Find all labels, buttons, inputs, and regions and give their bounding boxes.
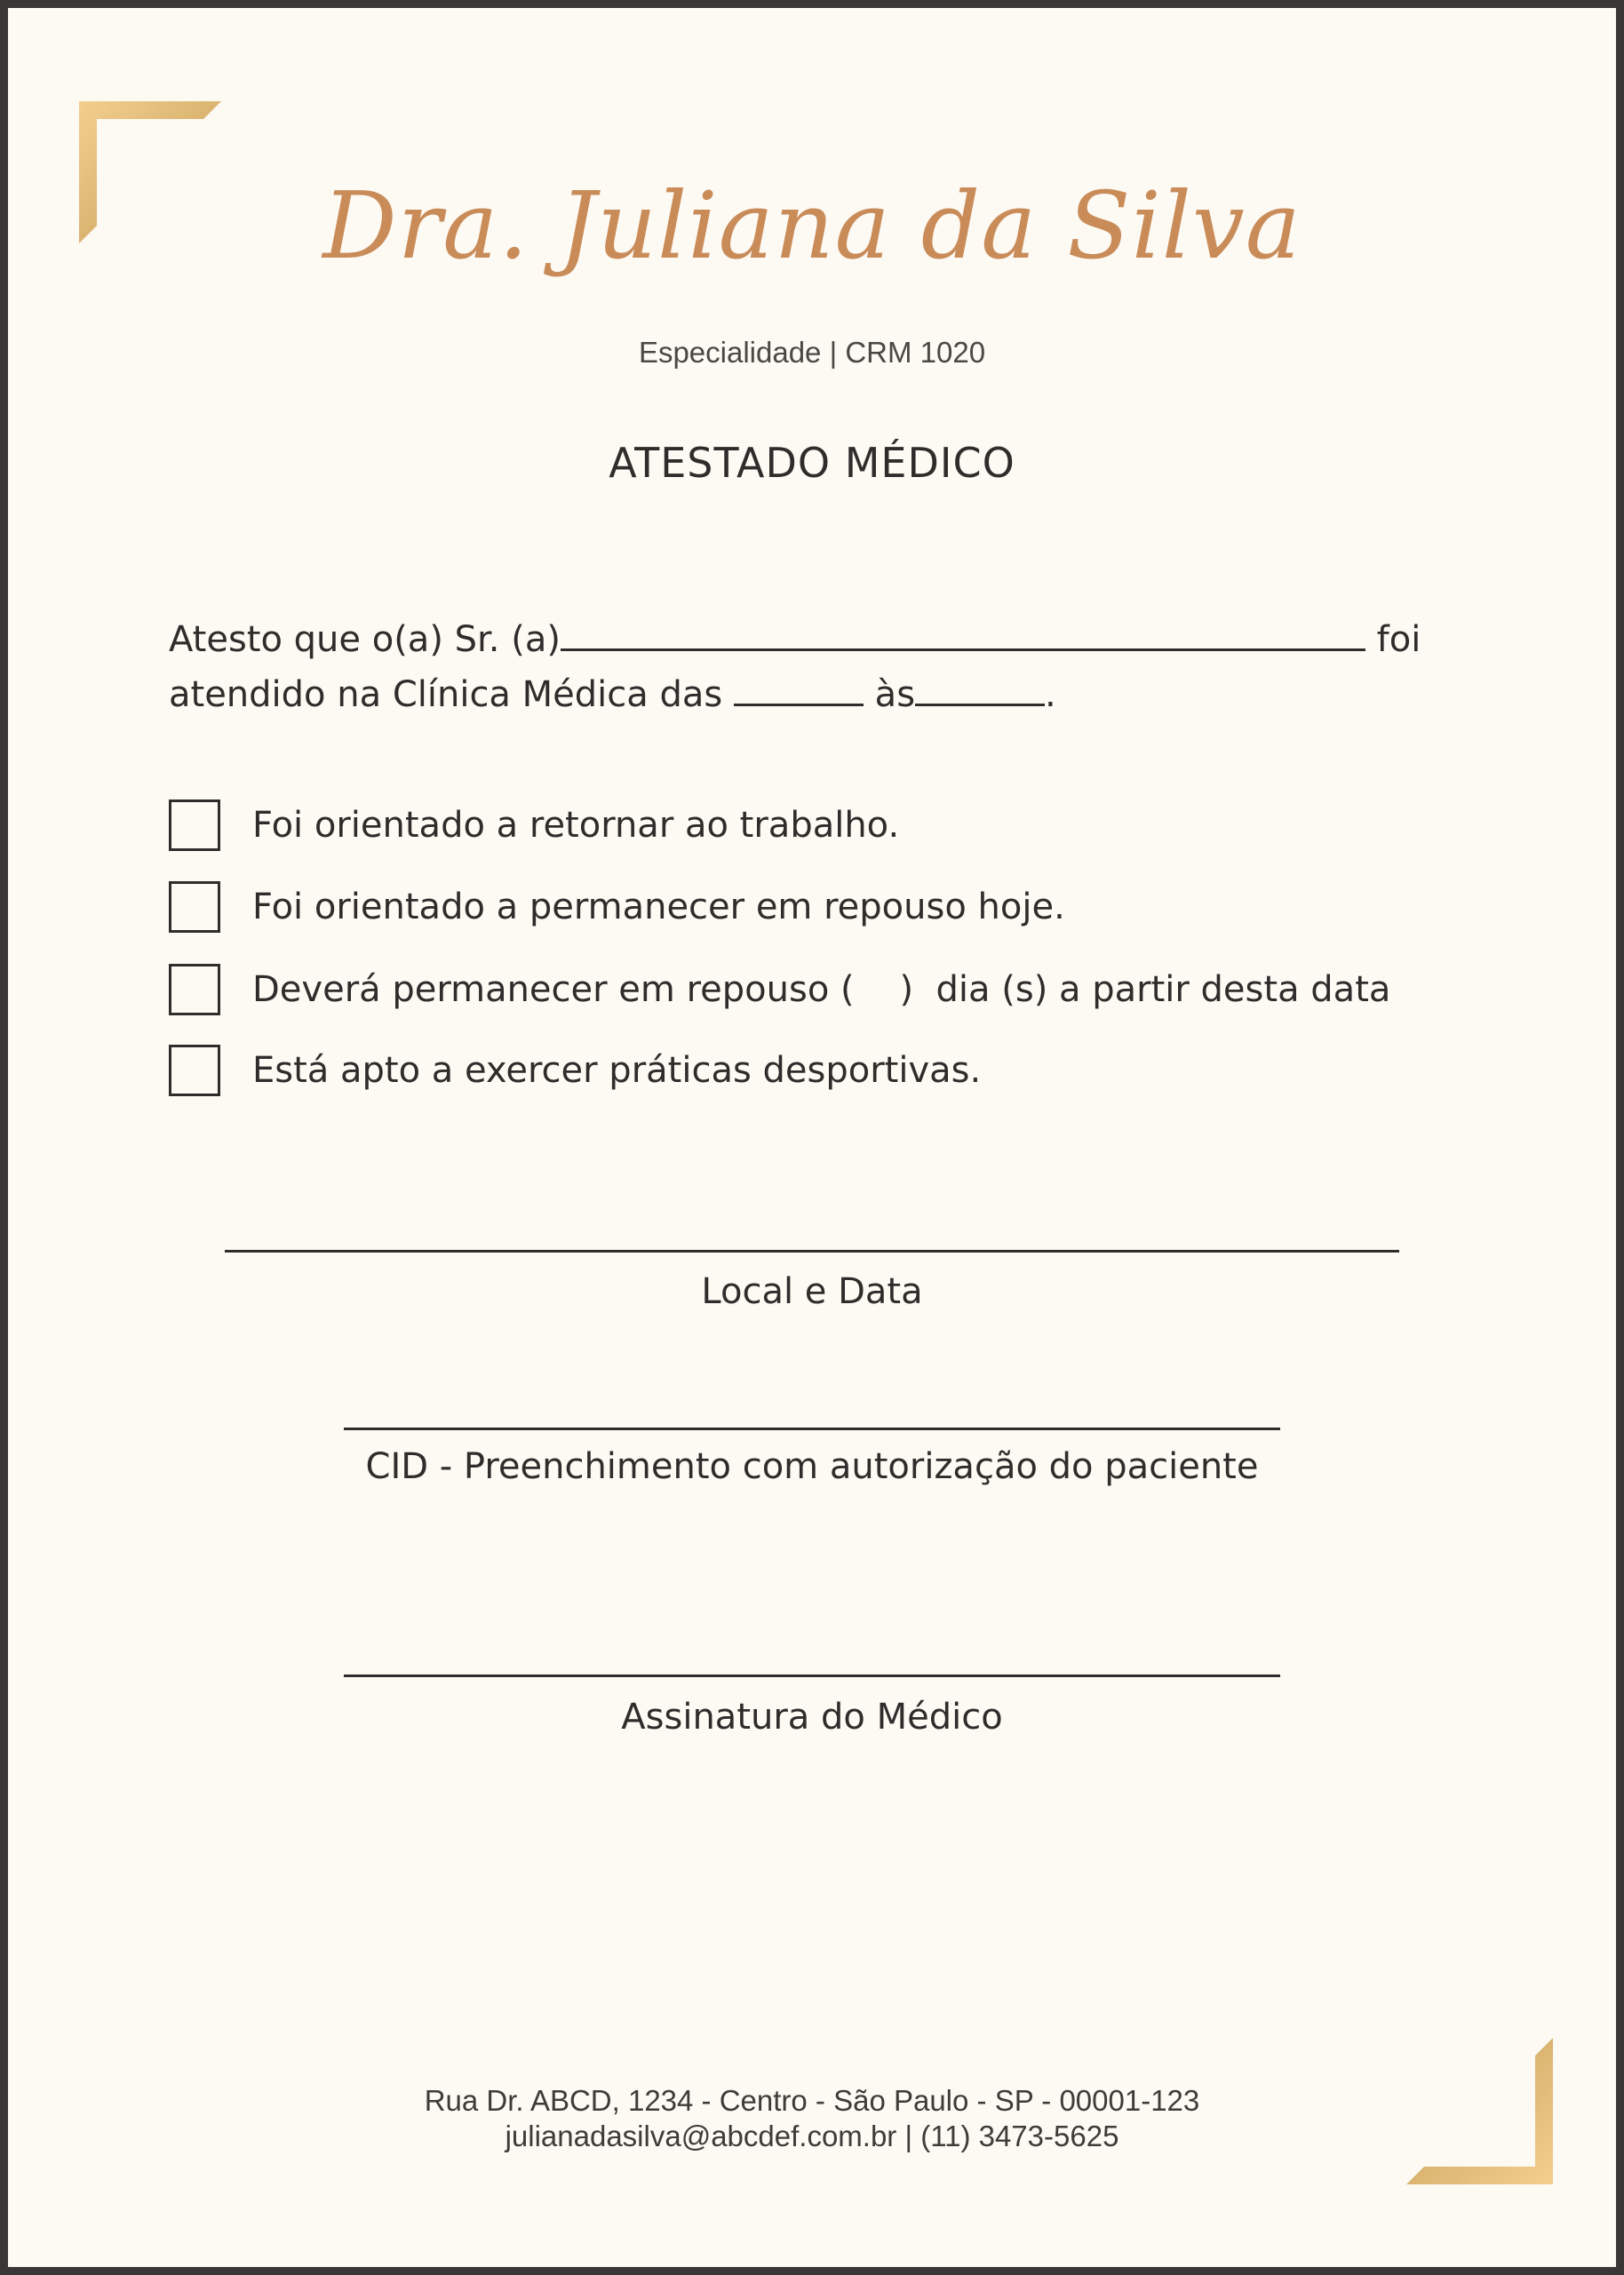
doctor-signature-line[interactable] (344, 1674, 1280, 1677)
footer-address: Rua Dr. ABCD, 1234 - Centro - São Paulo - SP - 00001-123 (424, 2084, 1200, 2117)
attest-clinic-text: atendido na Clínica Médica das (169, 674, 734, 715)
local-date-line[interactable] (225, 1250, 1399, 1253)
checkbox-rest-today[interactable] (169, 881, 220, 933)
local-date-label: Local e Data (701, 1271, 923, 1312)
attest-foi: foi (1365, 619, 1421, 660)
time-start-blank[interactable] (734, 672, 864, 706)
option-label: Deverá permanecer em repouso ( ) dia (s) a partir desta data (252, 969, 1391, 1010)
option-label: Está apto a exercer práticas desportivas. (252, 1050, 982, 1091)
checkbox-return-work[interactable] (169, 799, 220, 851)
certificate-page (8, 8, 1616, 2267)
checkbox-rest-days[interactable] (169, 964, 220, 1015)
option-rest-today[interactable] (169, 879, 1065, 935)
attest-line-2 (169, 672, 1056, 717)
footer-contact: julianadasilva@abcdef.com.br | (11) 3473-5625 (505, 2120, 1119, 2152)
time-end-blank[interactable] (915, 672, 1045, 706)
doctor-name: Dra. Juliana da Silva (322, 171, 1302, 280)
document-title: ATESTADO MÉDICO (609, 439, 1015, 487)
specialty-crm: Especialidade | CRM 1020 (638, 336, 986, 369)
patient-name-blank[interactable] (561, 616, 1365, 651)
checkbox-sports-fit[interactable] (169, 1045, 220, 1096)
cid-label: CID - Preenchimento com autorização do paciente (365, 1446, 1259, 1487)
option-rest-days[interactable] (169, 961, 1390, 1018)
attest-period: . (1045, 674, 1056, 715)
attest-as: às (863, 674, 916, 715)
corner-ornament-bottom-right (1406, 2038, 1553, 2184)
attest-line-1 (169, 616, 1421, 662)
option-sports-fit[interactable] (169, 1042, 981, 1099)
option-label: Foi orientado a retornar ao trabalho. (252, 805, 900, 846)
option-return-work[interactable] (169, 797, 899, 854)
doctor-signature-label: Assinatura do Médico (621, 1697, 1003, 1738)
attest-prefix: Atesto que o(a) Sr. (a) (169, 619, 561, 660)
cid-line[interactable] (344, 1428, 1280, 1430)
option-label: Foi orientado a permanecer em repouso hoje. (252, 887, 1065, 927)
